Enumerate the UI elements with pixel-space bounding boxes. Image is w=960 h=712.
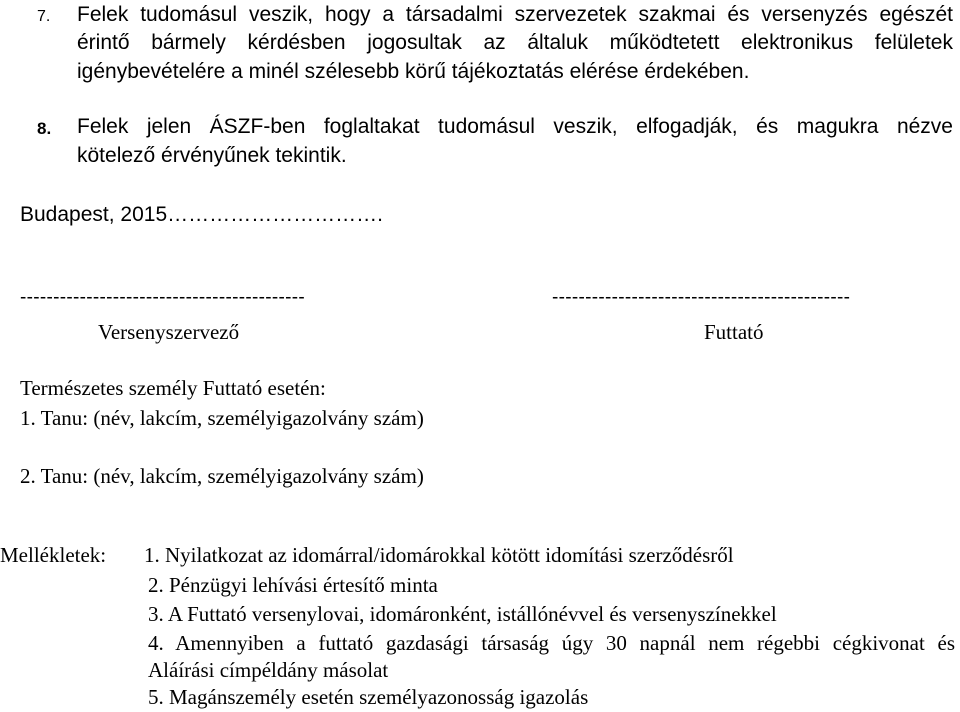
section-8-number: 8. xyxy=(37,119,52,138)
section-7-line-2: érintő bármely kérdésben jogosultak az általuk működtetett elektronikus felületek xyxy=(77,31,953,54)
section-7-line-1: Felek tudomásul veszik, hogy a társadalmi szervezetek szakmai és versenyzés egészét xyxy=(77,3,953,26)
attachment-4: 4. Amennyiben a futtató gazdasági társaság úgy 30 napnál nem régebbi cégkivonat és xyxy=(148,631,955,655)
attachment-4-continued: Aláírási címpéldány másolat xyxy=(148,658,389,682)
attachment-5: 5. Magánszemély esetén személyazonosság igazolás xyxy=(148,685,589,709)
signature-label-organizer: Versenyszervező xyxy=(98,320,240,344)
witnesses-heading: Természetes személy Futtató esetén: xyxy=(20,376,326,400)
signature-line-right: --------------------------------------------- xyxy=(552,287,851,308)
attachment-2: 2. Pénzügyi lehívási értesítő minta xyxy=(148,573,438,597)
section-7-number: 7. xyxy=(37,8,51,25)
place-date: Budapest, 2015…………………………. xyxy=(20,203,383,226)
attachment-3: 3. A Futtató versenylovai, idomáronként, istállónévvel és versenyszínekkel xyxy=(148,602,777,626)
signature-label-runner: Futtató xyxy=(704,320,764,344)
signature-line-left: ------------------------------------------- xyxy=(20,287,305,308)
witness-2: 2. Tanu: (név, lakcím, személyigazolvány szám) xyxy=(20,464,424,488)
witness-1: 1. Tanu: (név, lakcím, személyigazolvány szám) xyxy=(20,406,424,430)
section-8-line-2: kötelező érvényűnek tekintik. xyxy=(77,144,347,167)
section-7-line-3: igénybevételére a minél szélesebb körű tájékoztatás elérése érdekében. xyxy=(77,60,750,83)
attachment-1: 1. Nyilatkozat az idomárral/idomárokkal kötött idomítási szerződésről xyxy=(144,543,734,567)
attachments-label: Mellékletek: xyxy=(0,543,107,567)
section-8-line-1: Felek jelen ÁSZF-ben foglaltakat tudomásul veszik, elfogadják, és magukra nézve xyxy=(77,115,953,138)
